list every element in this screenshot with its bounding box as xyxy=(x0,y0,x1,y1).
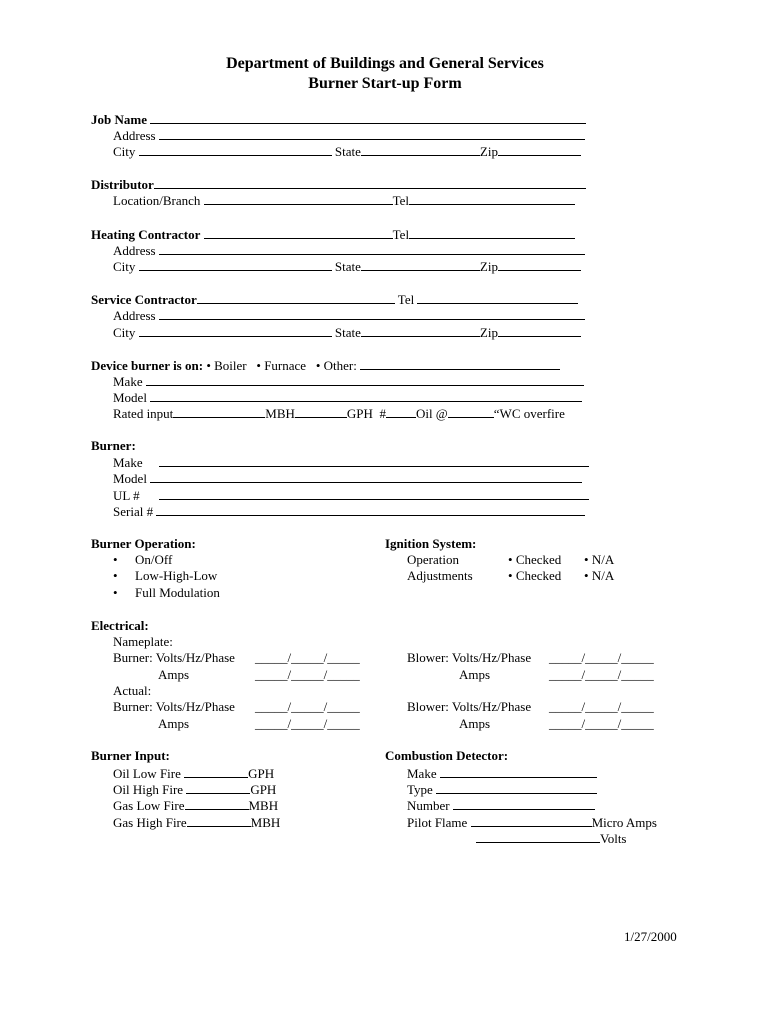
burner-operation-item-fullmod[interactable] xyxy=(113,585,220,601)
service-contractor-field[interactable] xyxy=(197,291,395,304)
bullet-icon: • xyxy=(584,568,589,583)
pilot-flame-volts-field[interactable] xyxy=(476,830,600,843)
heating-city-field[interactable] xyxy=(139,258,332,271)
pilot-flame-label: Pilot Flame xyxy=(407,815,468,830)
combustion-heading xyxy=(385,748,508,764)
burner-operation-heading xyxy=(91,536,196,552)
device-option-furnace[interactable]: Furnace xyxy=(264,358,307,373)
service-zip-field[interactable] xyxy=(498,324,581,337)
service-city-field[interactable] xyxy=(139,324,332,337)
device-model-label: Model xyxy=(113,390,147,405)
service-contractor-tel-field[interactable] xyxy=(417,291,578,304)
burner-model-field[interactable] xyxy=(150,470,582,483)
ignition-operation-checked[interactable] xyxy=(508,552,561,568)
actual-blower-amps-field[interactable]: _____/_____/_____ xyxy=(549,716,654,731)
actual-burner-vhp-label: Burner: Volts/Hz/Phase xyxy=(113,699,235,714)
heating-contractor-field[interactable] xyxy=(204,226,393,239)
distributor-location-row xyxy=(113,192,575,209)
burner-input-heading xyxy=(91,748,170,764)
distributor-label: Distributor xyxy=(91,177,154,192)
gas-low-fire-unit: MBH xyxy=(248,798,279,813)
device-option-other[interactable]: Other: xyxy=(323,358,357,373)
nameplate-burner-vhp-field[interactable]: _____/_____/_____ xyxy=(255,650,360,665)
rated-input-label: Rated input xyxy=(113,406,174,421)
nameplate-blower-vhp-label: Blower: Volts/Hz/Phase xyxy=(407,650,532,665)
oil-low-fire-label: Oil Low Fire xyxy=(113,766,181,781)
gas-low-fire-label: Gas Low Fire xyxy=(113,798,185,813)
bullet-icon: • xyxy=(113,585,118,600)
service-address-label: Address xyxy=(113,308,156,323)
device-label: Device burner is on: xyxy=(91,358,204,373)
heating-state-field[interactable] xyxy=(361,258,480,271)
actual-label: Actual: xyxy=(113,683,152,698)
heating-zip-label: Zip xyxy=(479,259,498,274)
electrical-heading xyxy=(91,618,149,634)
ignition-adjustments-na[interactable] xyxy=(584,568,614,584)
heating-address-field[interactable] xyxy=(159,242,585,255)
burner-operation-item-label: Full Modulation xyxy=(135,585,220,600)
burner-make-row xyxy=(113,454,589,471)
service-address-row xyxy=(113,307,585,324)
job-state-label: State xyxy=(334,144,361,159)
job-address-label: Address xyxy=(113,128,156,143)
combustion-label: Combustion Detector: xyxy=(385,748,509,763)
combustion-number-row xyxy=(407,797,595,814)
heating-contractor-tel-field[interactable] xyxy=(409,226,575,239)
burner-label: Burner: xyxy=(91,438,136,453)
device-model-row xyxy=(113,389,582,406)
combustion-number-field[interactable] xyxy=(453,797,595,810)
pilot-flame-volts-row xyxy=(476,830,627,847)
oil-low-fire-unit: GPH xyxy=(248,766,275,781)
device-row xyxy=(91,357,560,374)
heating-contractor-row xyxy=(91,226,575,243)
bullet-icon: • xyxy=(584,552,589,567)
rated-input-field[interactable] xyxy=(173,405,265,418)
micro-amps-label: Micro Amps xyxy=(591,815,657,830)
burner-operation-label: Burner Operation: xyxy=(91,536,196,551)
combustion-type-label: Type xyxy=(407,782,433,797)
heating-address-label: Address xyxy=(113,243,156,258)
job-address-row xyxy=(113,127,585,144)
heating-state-label: State xyxy=(334,259,361,274)
heating-contractor-label: Heating Contractor xyxy=(91,227,201,242)
job-name-label: Job Name xyxy=(91,112,147,127)
device-make-row xyxy=(113,373,584,390)
ignition-adjustments-label: Adjustments xyxy=(407,568,473,583)
heating-address-row xyxy=(113,242,585,259)
burner-model-row xyxy=(113,470,582,487)
nameplate-blower-vhp-field[interactable]: _____/_____/_____ xyxy=(549,650,654,665)
ignition-operation-label: Operation xyxy=(407,552,459,567)
burner-input-label: Burner Input: xyxy=(91,748,170,763)
distributor-tel-field[interactable] xyxy=(409,192,575,205)
nameplate-burner-amps-field[interactable]: _____/_____/_____ xyxy=(255,667,360,682)
job-name-field[interactable] xyxy=(150,111,586,124)
overfire-field[interactable] xyxy=(448,405,494,418)
burner-make-label: Make xyxy=(113,455,143,470)
job-city-field[interactable] xyxy=(139,143,332,156)
service-zip-label: Zip xyxy=(479,325,498,340)
burner-operation-item-label: On/Off xyxy=(135,552,173,567)
service-contractor-tel-label: Tel xyxy=(397,292,415,307)
wc-overfire-label: “WC overfire xyxy=(493,406,565,421)
pilot-flame-row xyxy=(407,814,657,831)
volts-label: Volts xyxy=(600,831,627,846)
burner-ul-field[interactable] xyxy=(159,487,589,500)
job-state-field[interactable] xyxy=(361,143,480,156)
burner-ul-row xyxy=(113,487,589,504)
burner-ul-label: UL # xyxy=(113,488,140,503)
burner-serial-label: Serial # xyxy=(113,504,154,519)
service-address-field[interactable] xyxy=(159,307,585,320)
checked-label: Checked xyxy=(515,568,562,583)
actual-blower-vhp-label: Blower: Volts/Hz/Phase xyxy=(407,699,532,714)
heating-zip-field[interactable] xyxy=(498,258,581,271)
nameplate-burner-vhp-label: Burner: Volts/Hz/Phase xyxy=(113,650,235,665)
pilot-flame-micro-amps-field[interactable] xyxy=(471,814,592,827)
burner-model-label: Model xyxy=(113,471,147,486)
nameplate-blower-amps-label: Amps xyxy=(459,667,491,682)
burner-operation-item-label: Low-High-Low xyxy=(135,568,218,583)
oil-low-fire-field[interactable] xyxy=(184,765,248,778)
combustion-number-label: Number xyxy=(407,798,450,813)
bullet-icon: • xyxy=(315,358,321,373)
actual-burner-amps-field[interactable]: _____/_____/_____ xyxy=(255,716,360,731)
job-city-label: City xyxy=(113,144,136,159)
burner-serial-field[interactable] xyxy=(156,503,585,516)
burner-serial-row xyxy=(113,503,585,520)
burner-row xyxy=(91,438,136,454)
job-zip-field[interactable] xyxy=(498,143,581,156)
service-contractor-label: Service Contractor xyxy=(91,292,197,307)
rated-input-row xyxy=(113,405,565,422)
burner-operation-item-lowhighlow[interactable] xyxy=(113,568,217,584)
combustion-make-label: Make xyxy=(407,766,437,781)
distributor-field[interactable] xyxy=(154,176,586,189)
distributor-tel-label: Tel xyxy=(392,193,410,208)
device-model-field[interactable] xyxy=(150,389,582,402)
ignition-label: Ignition System: xyxy=(385,536,477,551)
bullet-icon: • xyxy=(113,552,118,567)
service-contractor-row xyxy=(91,291,578,308)
hash-label: # xyxy=(379,406,386,421)
nameplate-burner-amps-label: Amps xyxy=(158,667,190,682)
job-name-row xyxy=(91,111,586,128)
ignition-adjustments-checked[interactable] xyxy=(508,568,561,584)
ignition-heading xyxy=(385,536,476,552)
job-zip-label: Zip xyxy=(479,144,498,159)
combustion-make-field[interactable] xyxy=(440,765,597,778)
distributor-location-label: Location/Branch xyxy=(113,193,201,208)
oil-label: Oil @ xyxy=(415,406,448,421)
service-city-row xyxy=(113,324,581,341)
gph-field[interactable] xyxy=(295,405,347,418)
bullet-icon: • xyxy=(256,358,261,373)
actual-burner-amps-label: Amps xyxy=(158,716,190,731)
actual-blower-amps-label: Amps xyxy=(459,716,491,731)
service-state-field[interactable] xyxy=(361,324,480,337)
oil-low-fire-row xyxy=(113,765,274,782)
actual-burner-vhp-field[interactable]: _____/_____/_____ xyxy=(255,699,360,714)
nameplate-blower-amps-field[interactable]: _____/_____/_____ xyxy=(549,667,654,682)
bullet-icon: • xyxy=(206,358,211,373)
gas-low-fire-field[interactable] xyxy=(185,797,249,810)
form-title-line1: Department of Buildings and General Services xyxy=(226,55,544,72)
gas-high-fire-label: Gas High Fire xyxy=(113,815,187,830)
distributor-row xyxy=(91,176,586,193)
oil-high-fire-unit: GPH xyxy=(250,782,277,797)
nozzle-number-field[interactable] xyxy=(386,405,416,418)
oil-high-fire-label: Oil High Fire xyxy=(113,782,184,797)
actual-blower-vhp-field[interactable]: _____/_____/_____ xyxy=(549,699,654,714)
combustion-type-row xyxy=(407,781,597,798)
combustion-make-row xyxy=(407,765,597,782)
burner-operation-item-onoff[interactable] xyxy=(113,552,172,568)
nameplate-label: Nameplate: xyxy=(113,634,173,649)
service-state-label: State xyxy=(334,325,361,340)
heating-city-label: City xyxy=(113,259,136,274)
gas-high-fire-row xyxy=(113,814,280,831)
ignition-operation-na[interactable] xyxy=(584,552,614,568)
mbh-label: MBH xyxy=(265,406,295,421)
gas-high-fire-field[interactable] xyxy=(187,814,251,827)
bullet-icon: • xyxy=(508,552,513,567)
heating-contractor-tel-label: Tel xyxy=(392,227,410,242)
bullet-icon: • xyxy=(113,568,118,583)
distributor-location-field[interactable] xyxy=(204,192,393,205)
na-label: N/A xyxy=(591,568,615,583)
form-title-line2: Burner Start-up Form xyxy=(308,75,462,92)
gas-low-fire-row xyxy=(113,797,278,814)
oil-high-fire-field[interactable] xyxy=(186,781,250,794)
job-city-row xyxy=(113,143,581,160)
burner-make-field[interactable] xyxy=(159,454,589,467)
form-date: 1/27/2000 xyxy=(624,929,677,944)
na-label: N/A xyxy=(591,552,615,567)
service-city-label: City xyxy=(113,325,136,340)
device-make-label: Make xyxy=(113,374,143,389)
electrical-label: Electrical: xyxy=(91,618,149,633)
combustion-type-field[interactable] xyxy=(436,781,597,794)
oil-high-fire-row xyxy=(113,781,276,798)
gas-high-fire-unit: MBH xyxy=(250,815,281,830)
job-address-field[interactable] xyxy=(159,127,585,140)
heating-city-row xyxy=(113,258,581,275)
gph-label: GPH xyxy=(346,406,373,421)
device-other-field[interactable] xyxy=(360,357,560,370)
bullet-icon: • xyxy=(508,568,513,583)
device-make-field[interactable] xyxy=(146,373,584,386)
device-option-boiler[interactable]: Boiler xyxy=(214,358,247,373)
checked-label: Checked xyxy=(515,552,562,567)
